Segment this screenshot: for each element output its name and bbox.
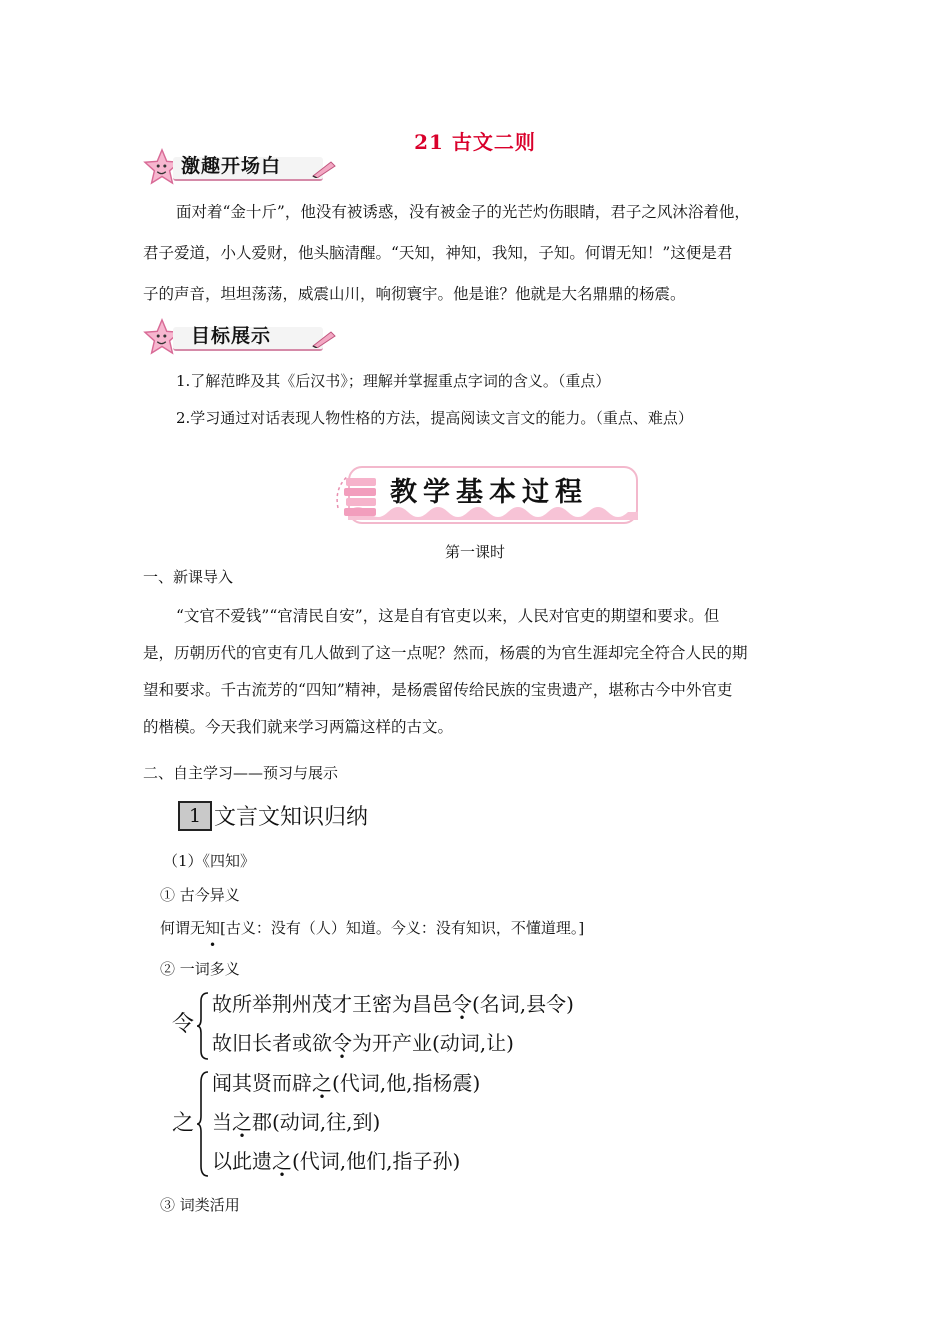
part1-line-1: “文官不爱钱”“官清民自安”，这是自有官吏以来，人民对官吏的期望和要求。但: [176, 607, 720, 625]
part1-heading: 一、新课导入: [143, 568, 234, 586]
book-stack-icon: [334, 468, 384, 522]
intro-line-3: 子的声音，坦坦荡荡，威震山川，响彻寰宇。他是谁？他就是大名鼎鼎的杨震。: [143, 285, 686, 303]
brace-icon: [196, 1070, 210, 1178]
teaching-process-banner: [318, 462, 636, 524]
item-polysemy: ② 一词多义: [160, 960, 240, 978]
page-title: 21 古文二则: [414, 130, 536, 154]
intro-line-2: 君子爱道，小人爱财，他头脑清醒。“天知，神知，我知，子知。何谓无知！”这便是君: [143, 244, 733, 262]
pen-icon: [311, 158, 337, 178]
part1-line-4: 的楷模。今天我们就来学习两篇这样的古文。: [143, 718, 454, 736]
polysemy-char-zhi: 之: [172, 1111, 195, 1136]
pen-icon: [311, 328, 337, 348]
intro-line-1: 面对着“金十斤”，他没有被诱惑，没有被金子的光芒灼伤眼睛，君子之风沐浴着他，: [176, 203, 750, 221]
goal-item-2: 2.学习通过对话表现人物性格的方法，提高阅读文言文的能力。（重点、难点）: [176, 409, 693, 427]
polysemy-char-ling: 令: [172, 1012, 195, 1037]
banner-label: 教学基本过程: [390, 477, 588, 508]
zhi-line-2: 当之郡(动词,往,到): [212, 1110, 381, 1134]
part1-line-3: 望和要求。千古流芳的“四知”精神，是杨震留传给民族的宝贵遗产，堪称古今中外官吏: [143, 681, 733, 699]
knowledge-label: 文言文知识归纳: [214, 805, 369, 830]
brace-icon: [196, 991, 210, 1061]
zhi-line-1: 闻其贤而辟之(代词,他,指杨震): [212, 1071, 481, 1095]
section-badge-intro: [143, 148, 343, 188]
lesson-label: 第一课时: [444, 543, 505, 561]
section-label-goals: 目标展示: [191, 325, 272, 347]
part2-heading: 二、自主学习——预习与展示: [143, 764, 339, 782]
goal-item-1: 1.了解范晔及其《后汉书》；理解并掌握重点字词的含义。（重点）: [176, 372, 611, 390]
example-wuzhi: 何谓无知[古义：没有（人）知道。今义：没有知识，不懂道理。]: [160, 919, 585, 937]
part1-line-2: 是，历朝历代的官吏有几人做到了这一点呢？然而，杨震的为官生涯却完全符合人民的期: [143, 644, 748, 662]
ling-line-2: 故旧长者或欲令为开产业(动词,让): [212, 1031, 514, 1055]
knowledge-number: 1: [178, 801, 212, 831]
item-word-class: ③ 词类活用: [160, 1196, 240, 1214]
section-label-intro: 激趣开场白: [181, 155, 282, 177]
sub-heading-sizhi: （1）《四知》: [163, 852, 256, 870]
zhi-line-3: 以此遗之(代词,他们,指子孙): [212, 1149, 461, 1173]
item-ancient-modern: ① 古今异义: [160, 886, 240, 904]
ling-line-1: 故所举荆州茂才王密为昌邑令(名词,县令): [212, 992, 574, 1016]
section-badge-goals: [143, 318, 343, 358]
